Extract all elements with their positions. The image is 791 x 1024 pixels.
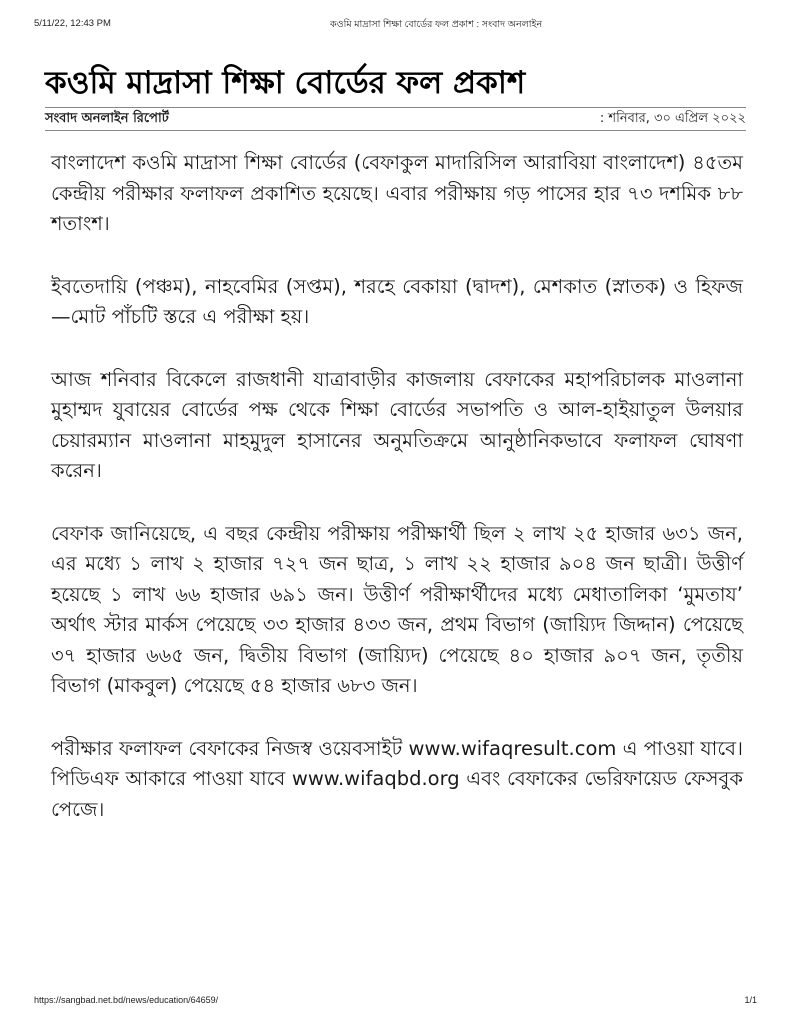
print-page-title: কওমি মাদ্রাসা শিক্ষা বোর্ডের ফল প্রকাশ : সংবাদ অনলাইন [330,19,543,30]
print-timestamp: 5/11/22, 12:43 PM [34,18,111,29]
article-paragraph: আজ শনিবার বিকেলে রাজধানী যাত্রাবাড়ীর কাজলায় বেফাকের মহাপরিচালক মাওলানা মুহাম্মদ যুবায়ের বোর্ডের পক্ষ থেকে শিক্ষা বোর্ডের সভাপতি ও আল-হাইয়াতুল উলয়ার চেয়ারম্যান মাওলানা মাহমুদুল হাসানের অনুমতিক্রমে আনুষ্ঠানিকভাবে ফলাফল ঘোষণা করেন। [51,367,743,482]
article-paragraph: পরীক্ষার ফলাফল বেফাকের নিজস্ব ওয়েবসাইট www.wifaqresult.com এ পাওয়া যাবে। পিডিএফ আকারে পাওয়া যাবে www.wifaqbd.org এবং বেফাকের ভেরিফায়েড ফেসবুক পেজে। [51,736,743,821]
article-paragraph: বাংলাদেশ কওমি মাদ্রাসা শিক্ষা বোর্ডের (বেফাকুল মাদারিসিল আরাবিয়া বাংলাদেশ) ৪৫তম কেন্দ্রীয় পরীক্ষার ফলাফল প্রকাশিত হয়েছে। এবার পরীক্ষায় গড় পাসের হার ৭৩ দশমিক ৮৮ শতাংশ। [51,151,743,235]
reporter-name: সংবাদ অনলাইন রিপোর্ট [45,111,169,126]
article-paragraph: বেফাক জানিয়েছে, এ বছর কেন্দ্রীয় পরীক্ষায় পরীক্ষার্থী ছিল ২ লাখ ২৫ হাজার ৬৩১ জন, এর মধ্যে ১ লাখ ২ হাজার ৭২৭ জন ছাত্র, ১ লাখ ২২ হাজার ৯০৪ জন ছাত্রী। উত্তীর্ণ হয়েছে ১ লাখ ৬৬ হাজার ৬৯১ জন। উত্তীর্ণ পরীক্ষার্থীদের মধ্যে মেধাতালিকা ‘মুমতায’ অর্থাৎ স্টার মার্কস পেয়েছে ৩৩ হাজার ৪৩৩ জন, প্রথম বিভাগ (জায়্যিদ জিদ্দান) পেয়েছে ৩৭ হাজার ৬৬৫ জন, দ্বিতীয় বিভাগ (জায়্যিদ) পেয়েছে ৪০ হাজার ৯০৭ জন, তৃতীয় বিভাগ (মাকবুল) পেয়েছে ৫৪ হাজার ৬৮৩ জন। [51,521,743,697]
byline [45,107,746,131]
print-page-number: 1/1 [744,995,757,1005]
article-headline: কওমি মাদ্রাসা শিক্ষা বোর্ডের ফল প্রকাশ [45,64,526,101]
print-page-url: https://sangbad.net.bd/news/education/64659/ [34,995,219,1005]
print-footer [34,995,757,1009]
article-body [51,148,743,857]
article-paragraph: ইবতেদায়ি (পঞ্চম), নাহবেমির (সপ্তম), শরহে বেকায়া (দ্বাদশ), মেশকাত (স্নাতক) ও হিফজ—মোট পাঁচটি স্তরে এ পরীক্ষা হয়। [51,274,743,328]
print-header [34,18,757,32]
publish-date: : শনিবার, ৩০ এপ্রিল ২০২২ [599,111,746,126]
